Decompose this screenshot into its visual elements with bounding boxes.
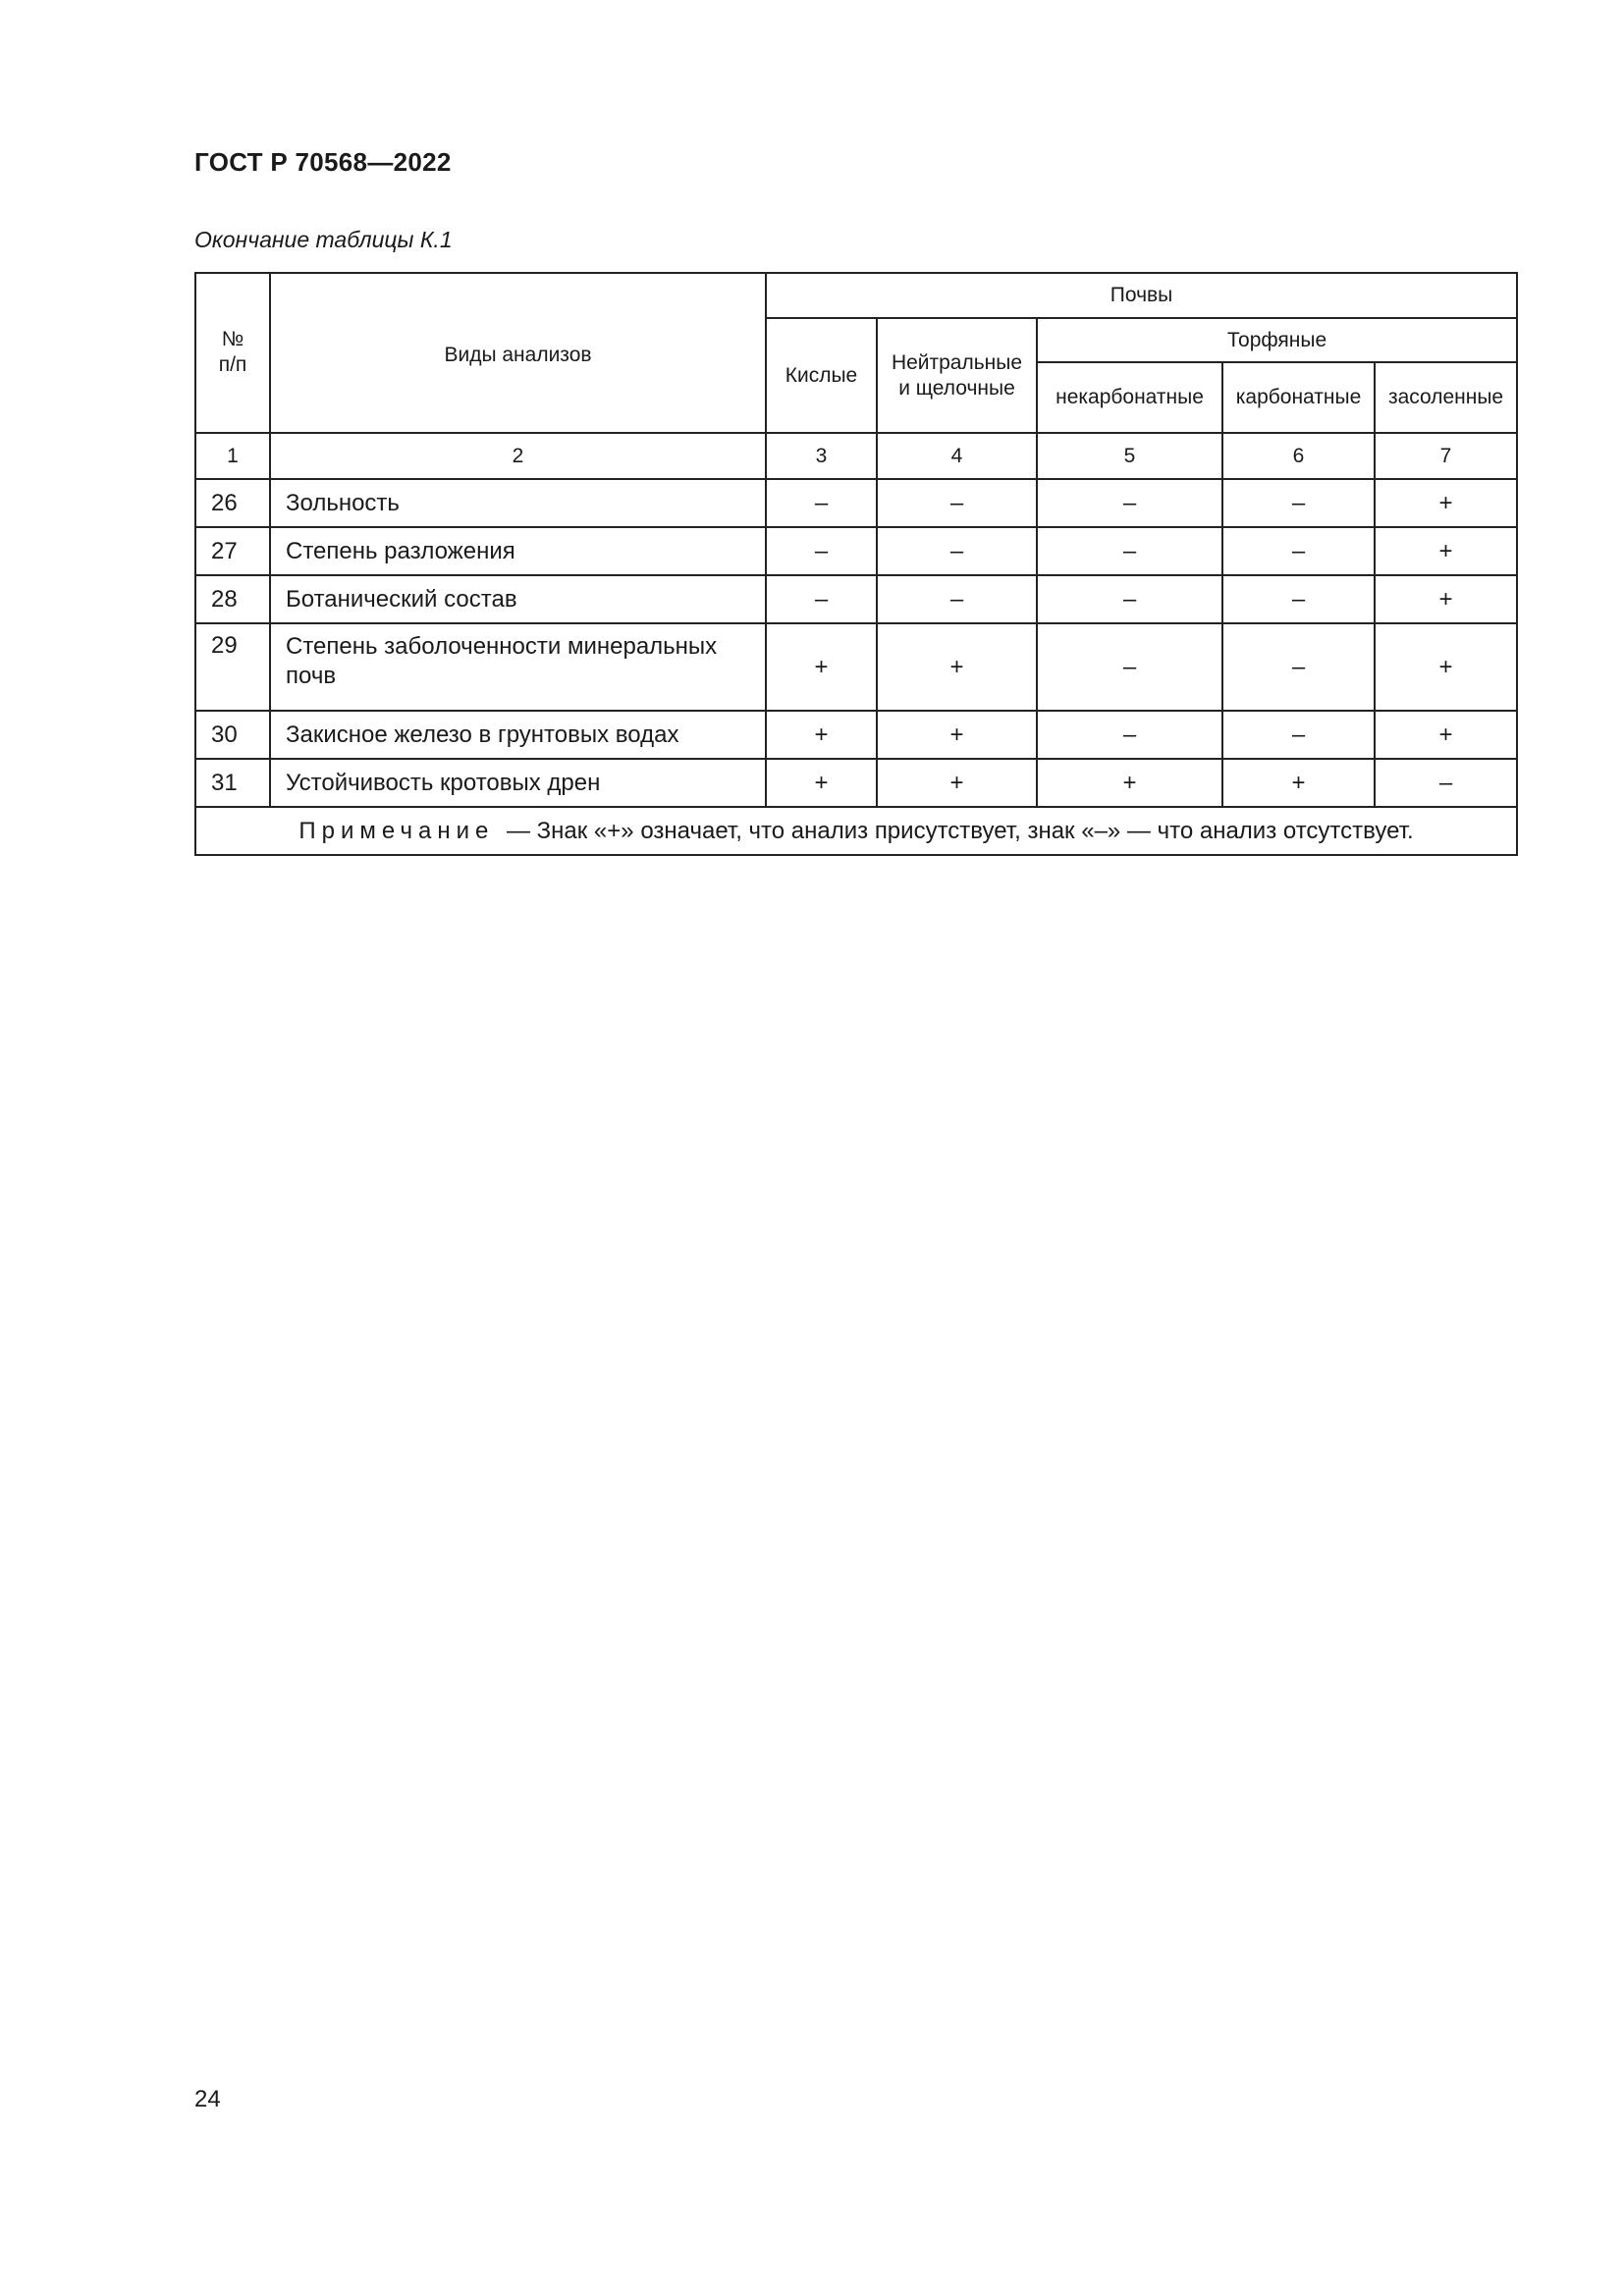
value-noncarbonate: – [1037, 527, 1222, 575]
value-acidic: + [766, 623, 877, 711]
value-carbonate: – [1222, 711, 1375, 759]
value-carbonate: + [1222, 759, 1375, 807]
row-number: 31 [195, 759, 270, 807]
analysis-name: Степень заболоченности минеральных почв [270, 623, 766, 711]
value-noncarbonate: + [1037, 759, 1222, 807]
column-number: 6 [1222, 433, 1375, 479]
table-row [195, 759, 1517, 807]
value-noncarbonate: – [1037, 711, 1222, 759]
analysis-table [194, 272, 1518, 856]
row-number: 30 [195, 711, 270, 759]
table-row [195, 711, 1517, 759]
analysis-name: Устойчивость кротовых дрен [270, 759, 766, 807]
analysis-name: Степень разложения [270, 527, 766, 575]
table-note [195, 807, 1517, 855]
column-number: 1 [195, 433, 270, 479]
value-saline: + [1375, 711, 1517, 759]
note-label: Примечание [298, 817, 495, 844]
header-peat: Торфяные [1037, 318, 1517, 362]
value-acidic: + [766, 759, 877, 807]
table-note-row [195, 807, 1517, 855]
analysis-name: Закисное железо в грунтовых водах [270, 711, 766, 759]
value-acidic: – [766, 527, 877, 575]
value-saline: + [1375, 575, 1517, 623]
analysis-name: Зольность [270, 479, 766, 527]
header-carbonate: карбонатные [1222, 362, 1375, 433]
row-number: 26 [195, 479, 270, 527]
value-saline: + [1375, 623, 1517, 711]
value-carbonate: – [1222, 527, 1375, 575]
header-number: № п/п [195, 273, 270, 433]
value-neutral: + [877, 711, 1037, 759]
header-saline: засоленные [1375, 362, 1517, 433]
row-number: 28 [195, 575, 270, 623]
document-code: ГОСТ Р 70568—2022 [194, 147, 452, 177]
table-row [195, 479, 1517, 527]
table-row [195, 623, 1517, 711]
value-carbonate: – [1222, 623, 1375, 711]
column-number: 5 [1037, 433, 1222, 479]
value-neutral: + [877, 623, 1037, 711]
header-analysis-types: Виды анализов [270, 273, 766, 433]
value-neutral: – [877, 575, 1037, 623]
row-number: 27 [195, 527, 270, 575]
row-number: 29 [195, 623, 270, 711]
note-text: — Знак «+» означает, что анализ присутствует, знак «–» — что анализ отсутствует. [507, 817, 1414, 844]
table-row [195, 575, 1517, 623]
value-carbonate: – [1222, 575, 1375, 623]
header-soils: Почвы [766, 273, 1517, 318]
value-acidic: + [766, 711, 877, 759]
column-number: 4 [877, 433, 1037, 479]
page-number: 24 [194, 2086, 221, 2112]
column-number: 2 [270, 433, 766, 479]
value-saline: + [1375, 527, 1517, 575]
value-noncarbonate: – [1037, 575, 1222, 623]
header-neutral-alkaline: Нейтральные и щелочные [877, 318, 1037, 433]
column-number: 7 [1375, 433, 1517, 479]
analysis-name: Ботанический состав [270, 575, 766, 623]
value-saline: – [1375, 759, 1517, 807]
value-noncarbonate: – [1037, 479, 1222, 527]
table-caption: Окончание таблицы К.1 [194, 227, 453, 252]
value-neutral: – [877, 527, 1037, 575]
table-row [195, 527, 1517, 575]
value-noncarbonate: – [1037, 623, 1222, 711]
value-acidic: – [766, 575, 877, 623]
value-saline: + [1375, 479, 1517, 527]
value-acidic: – [766, 479, 877, 527]
column-numbers-row [195, 433, 1517, 479]
value-neutral: + [877, 759, 1037, 807]
header-noncarbonate: некарбонатные [1037, 362, 1222, 433]
column-number: 3 [766, 433, 877, 479]
value-carbonate: – [1222, 479, 1375, 527]
header-acidic: Кислые [766, 318, 877, 433]
value-neutral: – [877, 479, 1037, 527]
